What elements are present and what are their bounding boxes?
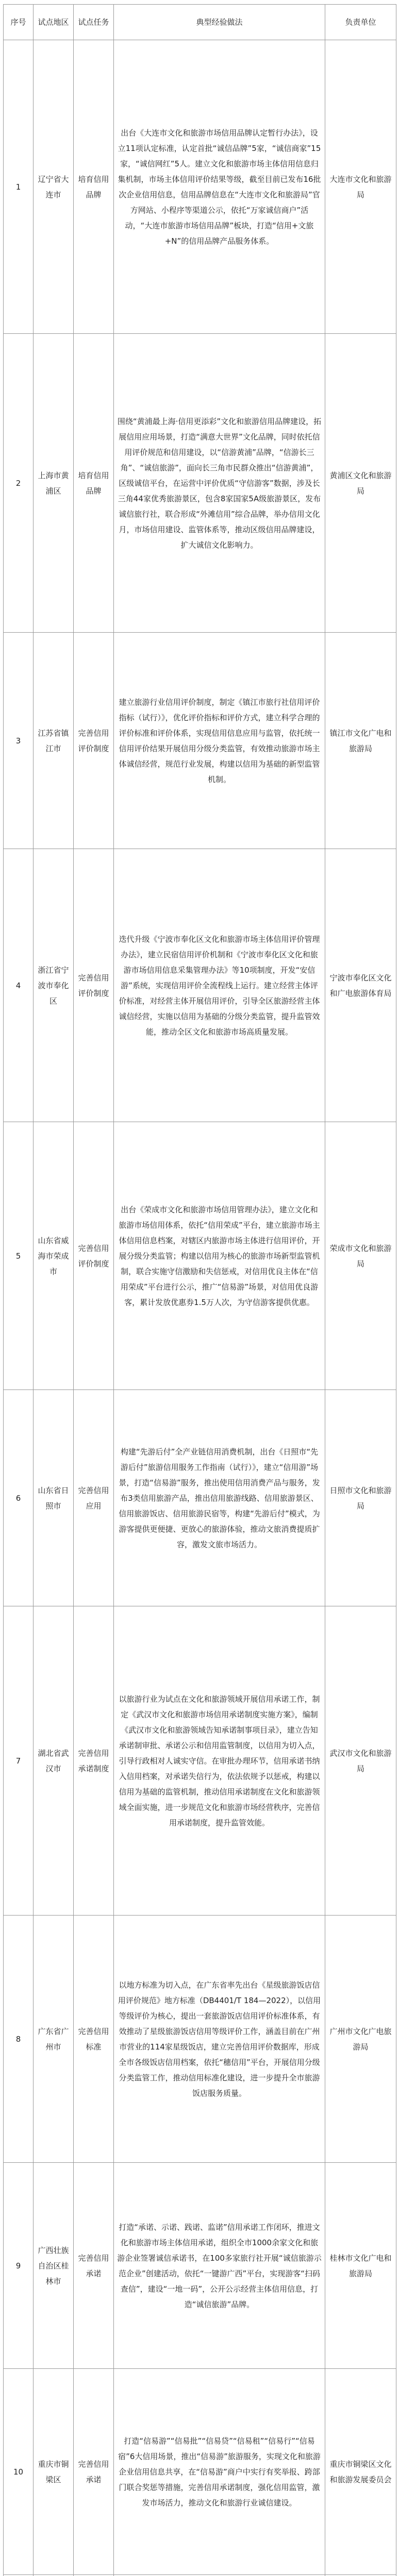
- pilot-experience-table: [3, 4, 396, 2576]
- cell-experience: 出台《大连市文化和旅游市场信用品牌认定暂行办法》，设立11项认定标准，认定首批“诚信品牌”5家，“诚信商家”15家，“诚信网红”5人。建立文化和旅游市场主体信用信息归集机制，市场主体信用评价结果等级，截至目前已发布16批次企业信用信息，信用品牌信息在“大连市文化和旅游局”官方网站、小程序等渠道公示，依托“万家诚信商户”活动，“大连市旅游市场信用品牌”板块，打造“信用+文旅+N”的信用品牌产品服务体系。: [114, 40, 325, 334]
- cell-no: 5: [4, 1122, 34, 1390]
- cell-no: 7: [4, 1606, 34, 1916]
- table-row: [4, 2369, 396, 2575]
- table-row: [4, 40, 396, 334]
- cell-no: 2: [4, 334, 34, 633]
- cell-experience: 出台《荣成市文化和旅游市场信用管理办法》，建立文化和旅游市场信用体系，依托“信用荣成”平台，建立旅游市场主体信用信息档案，对辖区内旅游市场主体进行信用评价，开展分级分类监管；构建以信用为核心的旅游市场新型监管机制，联合实施守信激励和失信惩戒，对信用优良主体在“信用荣成”平台进行公示，推广“信易游”场景，对信用优良游客，累计发放优惠券1.5万人次，为守信游客提供优惠。: [114, 1122, 325, 1390]
- cell-task: 完善信用承诺: [74, 2163, 114, 2369]
- cell-unit: 重庆市铜梁区文化和旅游发展委员会: [325, 2369, 396, 2575]
- cell-city: 广西壮族自治区桂林市: [34, 2163, 74, 2369]
- cell-task: 培育信用品牌: [74, 334, 114, 633]
- cell-task: 完善信用承诺: [74, 2369, 114, 2575]
- cell-experience: 以旅游行业为试点在文化和旅游领域开展信用承诺工作，制定《武汉市文化和旅游市场信用承诺制度实施方案》，编制《武汉市文化和旅游领域告知承诺制事项目录》，建立告知承诺制审批、承诺公示和信用监管制度，以信用为切入点，引导行政相对人诚实守信。在审批办理环节，信用承诺书纳入信用档案，对承诺失信行为，依法依规予以惩戒，构建以信用为基础的监管机制，推动信用承诺制度在文化和旅游领域全面实施，进一步规范文化和旅游市场经营秩序，完善信用承诺制度，提升监管效能。: [114, 1606, 325, 1916]
- cell-no: 10: [4, 2369, 34, 2575]
- cell-experience: 打造“承诺、示诺、践诺、监诺”信用承诺工作闭环，推进文化和旅游市场主体信用承诺，组织全市1000余家文化和旅游企业签署诚信承诺书，在100多家旅行社开展“诚信旅游示范企业”创建活动，依托“一键游广西”平台，实现游客“扫码查信”，建设“一地一码”，公开公示经营主体信用信息，打造“诚信旅游”品牌。: [114, 2163, 325, 2369]
- table-header-row: [4, 5, 396, 40]
- cell-experience: 以地方标准为切入点，在广东省率先出台《星级旅游饭店信用评价规范》地方标准（DB4401/T 184—2022），以信用等级评价为核心，提出一套旅游饭店信用评价标准体系，有效推动了星级旅游饭店信用等级评价工作，涵盖目前在广州市营业的114家星级饭店，建立完善信用评价数据库，形成全市各级饭店信用档案，依托“穗信用”平台，开展信用分级分类监管工作，推动信用标准化建设，进一步提升全市旅游饭店服务质量。: [114, 1916, 325, 2163]
- cell-unit: 宁波市奉化区文化和广电旅游体育局: [325, 849, 396, 1122]
- cell-no: 3: [4, 633, 34, 849]
- cell-city: 山东省威海市荣成市: [34, 1122, 74, 1390]
- cell-city: 江苏省镇江市: [34, 633, 74, 849]
- cell-city: 湖北省武汉市: [34, 1606, 74, 1916]
- table-row: [4, 633, 396, 849]
- header-task: 试点任务: [74, 5, 114, 40]
- cell-experience: 构建“先游后付”全产业链信用消费机制，出台《日照市“先游后付”旅游信用服务工作指南（试行）》，建立“信用游”场景，打造“信易游”服务，推出使用信用消费产品与服务，发布3类信用旅游产品，推出信用旅游线路、信用旅游景区、信用旅游饭店、信用旅游民宿等，构建“先游后付”模式，为游客提供更便捷、更放心的旅游体验，推动文旅消费提质扩容，激发文旅市场活力。: [114, 1390, 325, 1606]
- cell-unit: 桂林市文化广电和旅游局: [325, 2163, 396, 2369]
- cell-unit: 日照市文化和旅游局: [325, 1390, 396, 1606]
- header-no: 序号: [4, 5, 34, 40]
- table-row: [4, 1606, 396, 1916]
- cell-no: 9: [4, 2163, 34, 2369]
- cell-city: 辽宁省大连市: [34, 40, 74, 334]
- cell-city: 上海市黄浦区: [34, 334, 74, 633]
- cell-experience: 迭代升级《宁波市奉化区文化和旅游市场主体信用评价管理办法》，建立民宿信用评价机制和《宁波市奉化区文化和旅游市场信用信息采集管理办法》等10项制度，开发“安信游”系统，实现信用评价全流程线上运行。建立经营主体评价标准，对经营主体开展信用评价，引导全区旅游经营主体诚信经营，实施以信用为基础的分级分类监管，提升监管效能，推动全区文化和旅游市场高质量发展。: [114, 849, 325, 1122]
- table-row: [4, 1122, 396, 1390]
- cell-no: 8: [4, 1916, 34, 2163]
- cell-unit: 荣成市文化和旅游局: [325, 1122, 396, 1390]
- cell-experience: 围绕“黄浦最上海·信用更添彩”文化和旅游信用品牌建设，拓展信用应用场景，打造“满意大世界”文化品牌，同时依托信用评价规范和信用建设，以“信游黄浦”品牌，“信游长三角”、“诚信旅游”，面向长三角市民群众推出“信游黄浦”，区级诚信平台，在运营中评价优质“守信游客”数据，涉及长三角44家优秀旅游景区，包含8家国家5A级旅游景区，发布诚信旅行社，联合形成“外滩信用”综合品牌，举办信用文化月，市场信用建设、监管体系等，推动区级信用品牌建设，扩大诚信文化影响力。: [114, 334, 325, 633]
- cell-city: 广东省广州市: [34, 1916, 74, 2163]
- table-row: [4, 1916, 396, 2163]
- cell-city: 山东省日照市: [34, 1390, 74, 1606]
- cell-task: 完善信用应用: [74, 1390, 114, 1606]
- header-experience: 典型经验做法: [114, 5, 325, 40]
- cell-unit: 黄浦区文化和旅游局: [325, 334, 396, 633]
- cell-task: 完善信用标准: [74, 1916, 114, 2163]
- header-city: 试点地区: [34, 5, 74, 40]
- header-unit: 负责单位: [325, 5, 396, 40]
- cell-task: 完善信用评价制度: [74, 1122, 114, 1390]
- cell-unit: 大连市文化和旅游局: [325, 40, 396, 334]
- table-row: [4, 2163, 396, 2369]
- cell-task: 培育信用品牌: [74, 40, 114, 334]
- table-row: [4, 1390, 396, 1606]
- cell-unit: 广州市文化广电旅游局: [325, 1916, 396, 2163]
- cell-task: 完善信用承诺制度: [74, 1606, 114, 1916]
- cell-city: 重庆市铜梁区: [34, 2369, 74, 2575]
- cell-no: 4: [4, 849, 34, 1122]
- cell-experience: 建立旅游行业信用评价制度，制定《镇江市旅行社信用评价指标（试行）》，优化评价指标和评价方式，建立科学合理的评价标准和评价体系，实现信用信息应用与监管，依托统一信用评价结果开展信用分级分类监管，有效推动旅游市场主体诚信经营，规范行业发展，构建以信用为基础的新型监管机制。: [114, 633, 325, 849]
- table-row: [4, 334, 396, 633]
- cell-no: 6: [4, 1390, 34, 1606]
- cell-city: 浙江省宁波市奉化区: [34, 849, 74, 1122]
- cell-unit: 武汉市文化和旅游局: [325, 1606, 396, 1916]
- table-row: [4, 849, 396, 1122]
- cell-task: 完善信用评价制度: [74, 633, 114, 849]
- cell-unit: 镇江市文化广电和旅游局: [325, 633, 396, 849]
- cell-no: 1: [4, 40, 34, 334]
- cell-task: 完善信用评价制度: [74, 849, 114, 1122]
- cell-experience: 打造“信易游”“信易批”“信易贷”“信易租”“信易行”“信易宿”6大信用场景，推出“信易游”旅游服务，实现文化和旅游企业信用信息共享，在“信易游”商户中实行有奖举报、跨部门联合奖惩等措施，完善信用承诺制度，强化信用监管，激发市场活力，推动文化和旅游行业诚信建设。: [114, 2369, 325, 2575]
